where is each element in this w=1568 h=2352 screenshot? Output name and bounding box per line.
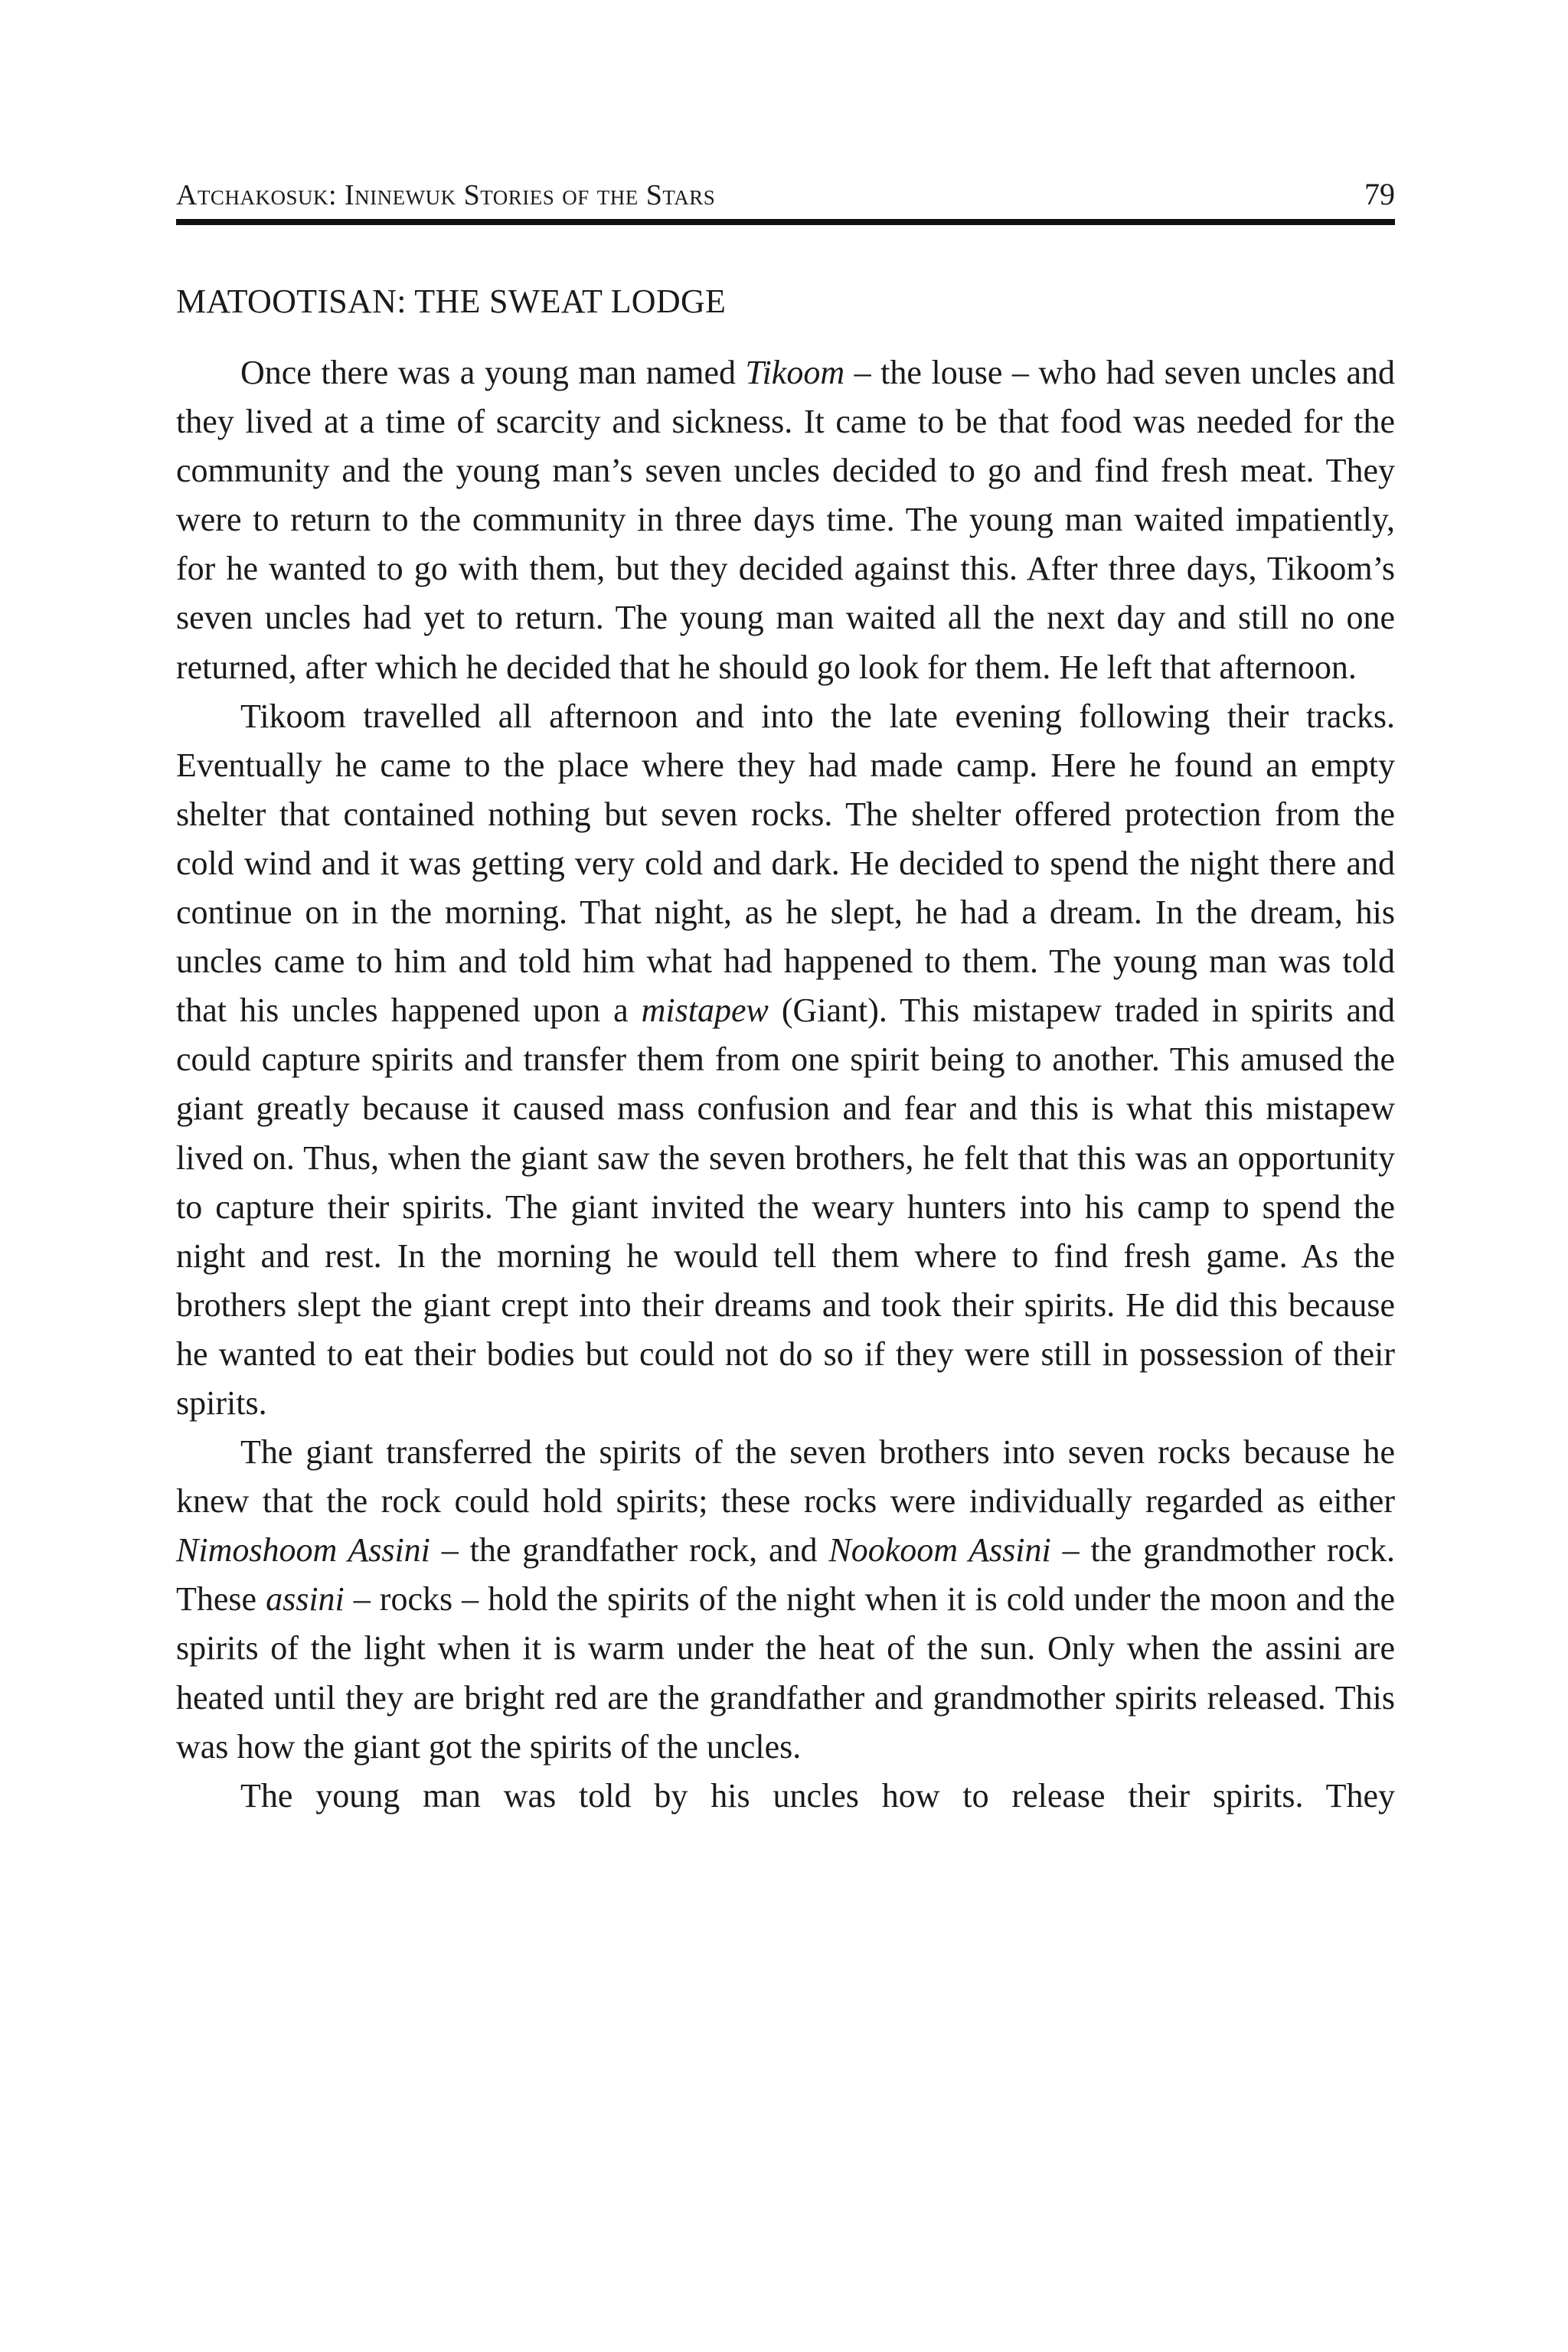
paragraph xyxy=(176,692,1395,1428)
section-title: MATOOTISAN: THE SWEAT LODGE xyxy=(176,283,727,320)
italic-term: Tikoom xyxy=(745,354,845,391)
italic-term: mistapew xyxy=(641,991,769,1030)
page-number: 79 xyxy=(1364,177,1395,211)
paragraph xyxy=(176,348,1395,692)
book-page xyxy=(176,0,1395,2352)
italic-term: Nimoshoom Assini xyxy=(176,1531,430,1570)
running-head xyxy=(176,170,1395,210)
text-run: Once there was a young man named xyxy=(240,354,746,391)
italic-term: Nookoom Assini xyxy=(828,1531,1051,1570)
text-run: – the grandmother rock. These xyxy=(176,1531,1395,1619)
header-rule xyxy=(176,219,1395,225)
running-title: Atchakosuk: Ininewuk Stories of the Stars xyxy=(176,179,716,211)
body-text xyxy=(176,348,1395,1821)
italic-term: assini xyxy=(266,1580,345,1619)
paragraph xyxy=(176,1428,1395,1772)
text-run: Tikoom travelled all afternoon and into the late evening following their tracks. Eventually he came to the place where they had made camp. Here he found an empty shelter that contained nothing but seven rocks. The shelter offered protection from the cold wind and it was getting very cold and dark. He decided to spend the night there and continue on in the morning. That night, as he slept, he had a dream. In the dream, his uncles came to him and told him what had happened to them. The young man was told that his uncles happened upon a xyxy=(176,697,1395,1030)
text-run: (Giant). This mistapew traded in spirits and could capture spirits and transfer them from one spirit being to another. This amused the giant greatly because it caused mass confusion and fear and this is what this mistapew lived on. Thus, when the giant saw the seven brothers, he felt that this was an opportunity to capture their spirits. The giant invited the weary hunters into his camp to spend the night and rest. In the morning he would tell them where to find fresh game. As the brothers slept the giant crept into their dreams and took their spirits. He did this because he wanted to eat their bodies but could not do so if they were still in possession of their spirits. xyxy=(176,991,1395,1422)
text-run: The young man was told by his uncles how to release their spirits. They xyxy=(240,1776,1395,1815)
text-run: – the grandfather rock, and xyxy=(430,1531,829,1570)
paragraph xyxy=(176,1772,1395,1821)
text-run: – rocks – hold the spirits of the night when it is cold under the moon and the spirits of the light when it is warm under the heat of the sun. Only when the assini are heated until they are bright red are the grandfather and grandmother spirits released. This was how the giant got the spirits of the uncles. xyxy=(176,1580,1395,1766)
text-run: The giant transferred the spirits of the seven brothers into seven rocks because he knew that the rock could hold spirits; these rocks were individually regarded as either xyxy=(176,1433,1395,1521)
text-run: – the louse – who had seven uncles and they lived at a time of scarcity and sickness. It came to be that food was needed for the community and the young man’s seven uncles decided to go and find fresh meat. They were to return to the community in three days time. The young man waited impatiently, for he wanted to go with them, but they decided against this. After three days, Tikoom’s seven uncles had yet to return. The young man waited all the next day and still no one returned, after which he decided that he should go look for them. He left that afternoon. xyxy=(176,354,1395,686)
